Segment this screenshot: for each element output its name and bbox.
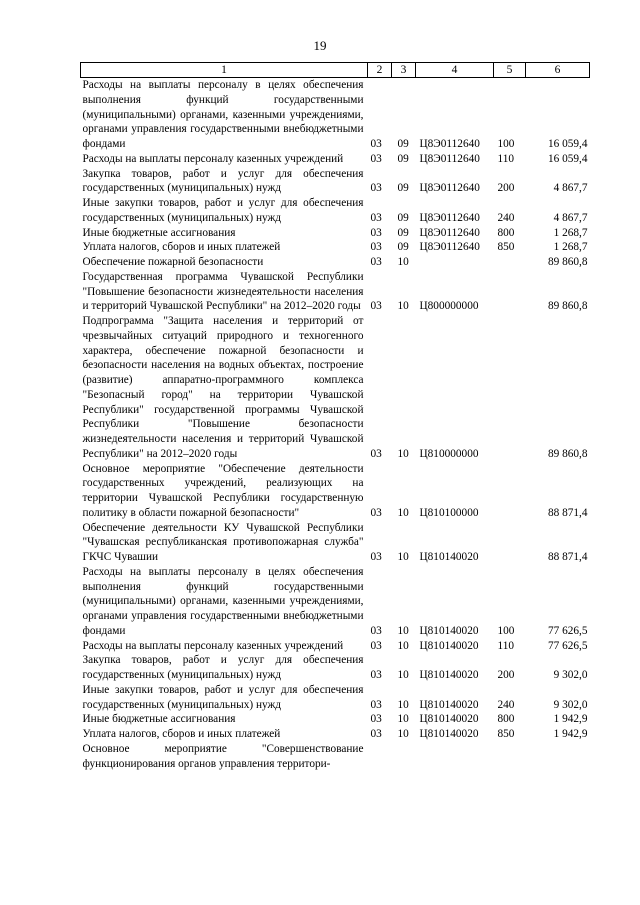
row-name: Расходы на выплаты персоналу в целях обеспечения выполнения функций государственными (муниципальными) органами, казенными учреждениями, органами управления государственными внебюджетными фондами <box>82 565 364 637</box>
row-name: Государственная программа Чувашской Республики "Повышение безопасности жизнедеятельности населения и территорий Чувашской Республики" на 2012–2020 годы <box>82 270 364 313</box>
table-row <box>81 240 590 255</box>
row-section: 03 <box>370 713 382 726</box>
row-name: Иные бюджетные ассигнования <box>82 713 236 726</box>
table-row <box>81 712 590 727</box>
row-section: 03 <box>370 241 382 254</box>
row-name: Расходы на выплаты персоналу казенных учреждений <box>82 639 344 652</box>
table-row <box>81 314 590 462</box>
row-expense-type: 800 <box>497 713 515 726</box>
row-amount: 1 268,7 <box>553 226 588 239</box>
row-target-article: Ц8Э0112640 <box>419 226 480 239</box>
row-amount: 1 268,7 <box>553 241 588 254</box>
row-expense-type: 800 <box>497 226 515 239</box>
row-amount: 89 860,8 <box>547 447 588 460</box>
table-row <box>81 78 590 152</box>
row-name: Закупка товаров, работ и услуг для обеспечения государственных (муниципальных) нужд <box>82 654 364 681</box>
row-amount: 88 871,4 <box>547 551 588 563</box>
row-expense-type: 200 <box>497 182 515 195</box>
row-section: 03 <box>370 698 382 711</box>
row-name: Основное мероприятие "Обеспечение деятельности государственных учреждений, реализующих на территории Чувашской Республики государственную политику в области пожарной безопасности" <box>82 462 364 519</box>
table-body <box>81 78 590 772</box>
row-target-article: Ц800000000 <box>419 300 479 313</box>
row-amount: 1 942,9 <box>553 713 588 726</box>
row-amount: 16 059,4 <box>547 152 588 165</box>
table-row <box>81 639 590 654</box>
row-section: 03 <box>370 447 382 460</box>
row-name: Закупка товаров, работ и услуг для обеспечения государственных (муниципальных) нужд <box>82 167 364 195</box>
row-target-article: Ц810140020 <box>419 713 479 726</box>
row-target-article: Ц810000000 <box>419 447 479 460</box>
column-header-2: 2 <box>368 63 392 78</box>
row-target-article <box>416 742 494 772</box>
row-target-article: Ц8Э0112640 <box>419 241 480 254</box>
row-subsection: 10 <box>397 713 409 726</box>
row-target-article: Ц810140020 <box>419 669 479 681</box>
row-subsection: 09 <box>397 182 409 195</box>
row-section: 03 <box>370 138 382 150</box>
row-section: 03 <box>370 300 382 313</box>
row-subsection: 10 <box>397 256 409 268</box>
row-subsection: 10 <box>397 728 409 740</box>
row-expense-type: 200 <box>497 669 515 681</box>
row-section: 03 <box>370 256 382 268</box>
column-header-4: 4 <box>416 63 494 78</box>
column-header-5: 5 <box>494 63 526 78</box>
table-row <box>81 565 590 639</box>
table-header <box>81 63 590 78</box>
row-target-article: Ц810140020 <box>419 551 479 563</box>
row-amount: 77 626,5 <box>547 639 588 652</box>
row-expense-type <box>494 742 526 772</box>
row-amount: 4 867,7 <box>553 182 588 195</box>
row-subsection: 09 <box>397 211 409 224</box>
row-amount: 16 059,4 <box>547 138 588 150</box>
table-row <box>81 255 590 270</box>
row-name: Иные закупки товаров, работ и услуг для обеспечения государственных (муниципальных) нужд <box>82 683 364 711</box>
row-expense-type <box>494 270 526 314</box>
row-target-article: Ц810140020 <box>419 698 479 711</box>
row-target-article: Ц8Э0112640 <box>419 138 480 150</box>
row-amount: 89 860,8 <box>547 300 588 313</box>
row-expense-type: 850 <box>497 728 515 740</box>
table-row <box>81 226 590 241</box>
table-row <box>81 653 590 683</box>
table-row <box>81 152 590 167</box>
row-section: 03 <box>370 226 382 239</box>
row-section: 03 <box>370 728 382 740</box>
column-header-6: 6 <box>526 63 590 78</box>
row-name: Основное мероприятие "Совершенствование функционирования органов управления территори- <box>82 742 364 770</box>
row-name: Обеспечение пожарной безопасности <box>82 256 264 268</box>
row-name: Иные закупки товаров, работ и услуг для обеспечения государственных (муниципальных) нужд <box>82 197 364 224</box>
row-section: 03 <box>370 182 382 195</box>
row-section: 03 <box>370 506 382 519</box>
row-subsection: 09 <box>397 241 409 254</box>
row-name: Иные бюджетные ассигнования <box>82 226 236 239</box>
row-subsection: 10 <box>397 639 409 652</box>
row-expense-type: 240 <box>497 698 515 711</box>
row-amount <box>526 742 590 772</box>
table-row <box>81 196 590 226</box>
row-section: 03 <box>370 152 382 165</box>
budget-table <box>80 62 590 771</box>
row-target-article: Ц810140020 <box>419 624 479 637</box>
row-amount: 1 942,9 <box>553 728 588 740</box>
row-subsection <box>392 742 416 772</box>
row-expense-type: 110 <box>497 152 515 165</box>
row-target-article <box>416 255 494 270</box>
row-name: Уплата налогов, сборов и иных платежей <box>82 241 281 254</box>
row-subsection: 10 <box>397 624 409 637</box>
row-amount: 4 867,7 <box>553 211 588 224</box>
row-amount: 89 860,8 <box>547 256 588 268</box>
table-row <box>81 521 590 565</box>
row-section <box>368 742 392 772</box>
table-row <box>81 462 590 521</box>
row-amount: 9 302,0 <box>553 669 588 681</box>
row-target-article: Ц8Э0112640 <box>419 211 480 224</box>
row-section: 03 <box>370 211 382 224</box>
row-subsection: 09 <box>397 152 409 165</box>
table-row <box>81 167 590 197</box>
row-section: 03 <box>370 551 382 563</box>
row-subsection: 10 <box>397 506 409 519</box>
row-target-article: Ц810140020 <box>419 639 479 652</box>
row-name: Уплата налогов, сборов и иных платежей <box>82 728 281 740</box>
row-expense-type: 850 <box>497 241 515 254</box>
row-expense-type: 100 <box>497 138 515 150</box>
row-target-article: Ц810100000 <box>419 506 479 519</box>
page-number: 19 <box>313 38 327 53</box>
row-section: 03 <box>370 639 382 652</box>
row-name: Обеспечение деятельности КУ Чувашской Республики "Чувашская республиканская противопожарная служба" ГКЧС Чувашии <box>82 521 364 563</box>
row-subsection: 10 <box>397 551 409 563</box>
table-row <box>81 742 590 772</box>
row-subsection: 09 <box>397 226 409 239</box>
row-section: 03 <box>370 624 382 637</box>
row-subsection: 09 <box>397 138 409 150</box>
table-row <box>81 270 590 314</box>
row-expense-type <box>494 314 526 462</box>
row-expense-type: 110 <box>497 639 515 652</box>
row-target-article: Ц8Э0112640 <box>419 182 480 195</box>
table-row <box>81 683 590 713</box>
row-expense-type: 240 <box>497 211 515 224</box>
row-expense-type <box>494 255 526 270</box>
row-name: Расходы на выплаты персоналу казенных учреждений <box>82 152 344 165</box>
row-amount: 9 302,0 <box>553 698 588 711</box>
row-amount: 88 871,4 <box>547 506 588 519</box>
row-target-article: Ц8Э0112640 <box>419 152 480 165</box>
row-target-article: Ц810140020 <box>419 728 479 740</box>
column-header-1: 1 <box>81 63 368 78</box>
row-subsection: 10 <box>397 698 409 711</box>
row-section: 03 <box>370 669 382 681</box>
row-subsection: 10 <box>397 669 409 681</box>
row-amount: 77 626,5 <box>547 624 588 637</box>
row-subsection: 10 <box>397 447 409 460</box>
row-expense-type <box>494 521 526 565</box>
table-row <box>81 727 590 742</box>
row-name: Подпрограмма "Защита населения и территорий от чрезвычайных ситуаций природного и техногенного характера, обеспечение пожарной безопасности и безопасности населения на водных объектах, построение (развитие) аппаратно-программного комплекса "Безопасный город" на территории Чувашской Республики" государственной программы Чувашской Республики "Повышение безопасности жизнедеятельности населения и территорий Чувашской Республики" на 2012–2020 годы <box>82 315 364 460</box>
row-name: Расходы на выплаты персоналу в целях обеспечения выполнения функций государственными (муниципальными) органами, казенными учреждениями, органами управления государственными внебюджетными фондами <box>82 79 364 150</box>
column-header-3: 3 <box>392 63 416 78</box>
row-expense-type: 100 <box>497 624 515 637</box>
row-expense-type <box>494 462 526 521</box>
row-subsection: 10 <box>397 300 409 313</box>
